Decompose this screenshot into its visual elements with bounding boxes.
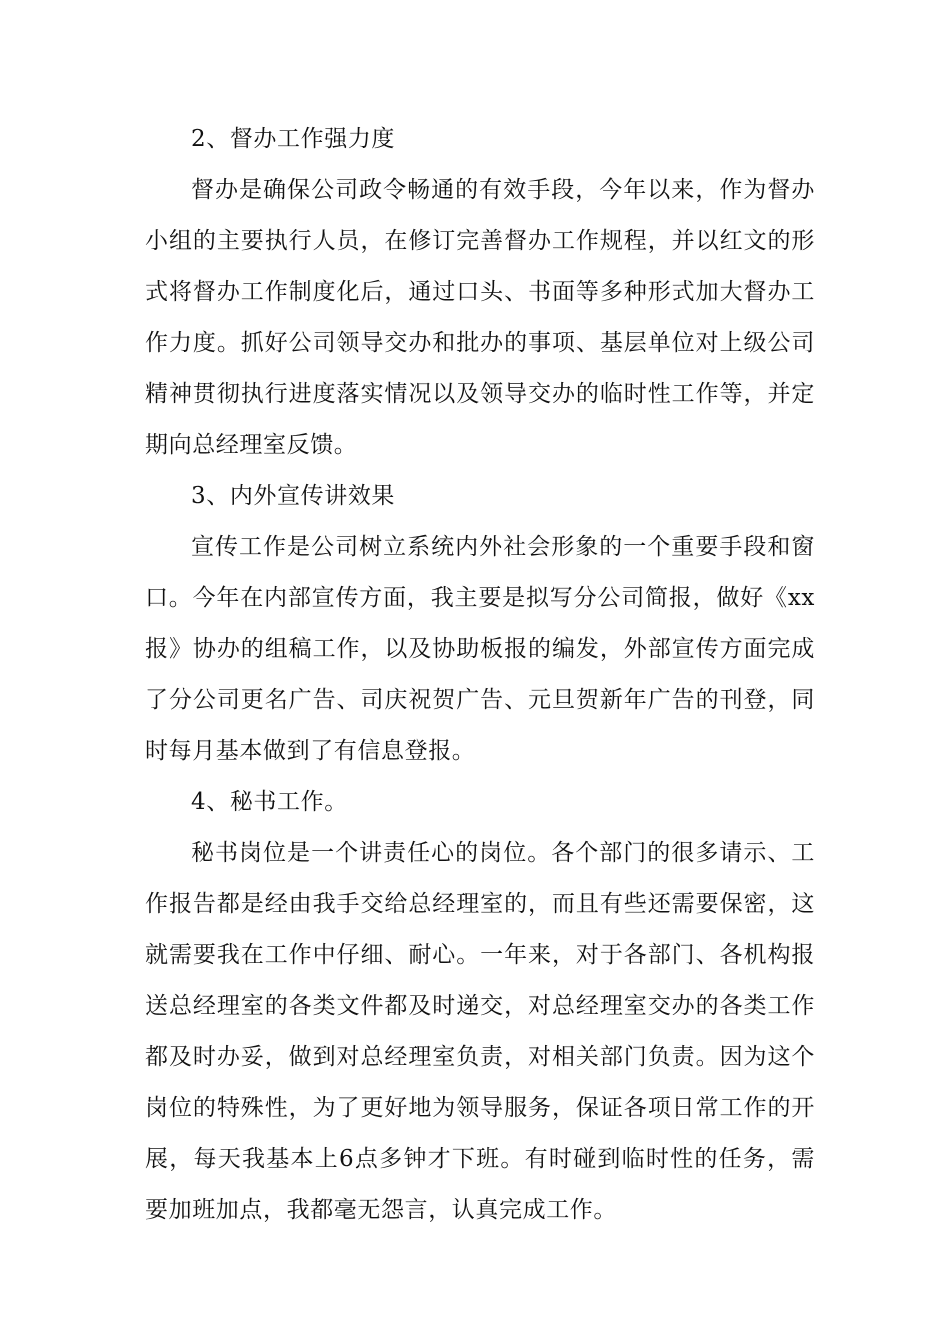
section-heading-publicity: 3、内外宣传讲效果 (191, 483, 396, 509)
section-heading-supervision: 2、督办工作强力度 (191, 126, 396, 152)
section-paragraph-secretary: 秘书岗位是一个讲责任心的岗位。各个部门的很多请示、工作报告都是经由我手交给总经理室的，而且有些还需要保密，这就需要我在工作中仔细、耐心。一年来，对于各部门、各机构报送总经理室的各类文件都及时递交，对总经理室交办的各类工作都及时办妥，做到对总经理室负责，对相关部门负责。因为这个岗位的特殊性，为了更好地为领导服务，保证各项日常工作的开展，每天我基本上6点多钟才下班。有时碰到临时性的任务，需要加班加点，我都毫无怨言，认真完成工作。 (145, 840, 815, 1223)
document-body (145, 114, 815, 1236)
section-heading-secretary: 4、秘书工作。 (191, 789, 348, 815)
section-paragraph-publicity: 宣传工作是公司树立系统内外社会形象的一个重要手段和窗口。今年在内部宣传方面，我主要是拟写分公司简报，做好《xx报》协办的组稿工作，以及协助板报的编发，外部宣传方面完成了分公司更名广告、司庆祝贺广告、元旦贺新年广告的刊登，同时每月基本做到了有信息登报。 (145, 534, 815, 764)
section-paragraph-supervision: 督办是确保公司政令畅通的有效手段，今年以来，作为督办小组的主要执行人员，在修订完善督办工作规程，并以红文的形式将督办工作制度化后，通过口头、书面等多种形式加大督办工作力度。抓好公司领导交办和批办的事项、基层单位对上级公司精神贯彻执行进度落实情况以及领导交办的临时性工作等，并定期向总经理室反馈。 (145, 177, 815, 458)
